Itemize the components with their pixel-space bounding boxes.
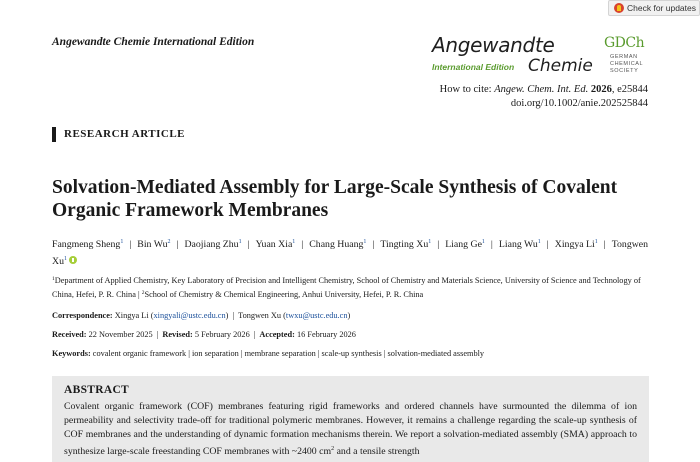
author-separator: |	[301, 239, 304, 250]
check-for-updates-badge[interactable]	[608, 0, 700, 16]
logo-international-edition: International Edition	[432, 62, 515, 72]
author-separator: |	[176, 239, 179, 250]
author-item[interactable]	[52, 239, 123, 250]
author-affiliation-number: 1	[363, 239, 367, 245]
journal-logo[interactable]	[432, 33, 662, 81]
author-name: Liang Wu	[498, 239, 538, 250]
author-affiliation-number: 1	[428, 239, 432, 245]
abstract-heading: ABSTRACT	[64, 384, 130, 396]
author-name: Yuan Xia	[255, 239, 293, 250]
affiliation-1: Department of Applied Chemistry, Key Laboratory of Precision and Intelligent Chemistry, School of Chemistry and Materials Science, University of Science and Technology of China, Hefei, P. R. China	[52, 276, 641, 299]
gdch-subtitle-line2: CHEMICAL SOCIETY	[610, 61, 644, 74]
author-name: Liang Ge	[445, 239, 482, 250]
keywords-value: covalent organic framework | ion separation | membrane separation | scale-up synthesis | solvation-mediated assembly	[92, 349, 485, 358]
revised-date: 5 February 2026	[194, 330, 250, 339]
author-separator: |	[490, 239, 493, 250]
abstract-text	[64, 400, 637, 459]
revised-label: Revised:	[162, 330, 193, 339]
check-updates-label: Check for updates	[627, 3, 696, 13]
affiliation-2-number: 2	[141, 290, 145, 296]
gdch-logo	[600, 35, 660, 75]
correspondent-1-name: Xingya Li	[114, 311, 149, 320]
affiliation-divider: |	[137, 290, 140, 299]
author-affiliation-number: 1	[292, 239, 296, 245]
author-item[interactable]	[445, 239, 485, 250]
abstract-box	[52, 376, 649, 462]
author-separator: |	[603, 239, 606, 250]
check-updates-icon	[614, 3, 624, 13]
author-name: Chang Huang	[309, 239, 364, 250]
keywords-line	[52, 348, 484, 359]
accepted-date: 16 February 2026	[296, 330, 356, 339]
author-item[interactable]	[256, 239, 296, 250]
author-separator: |	[372, 239, 375, 250]
affiliation-2: School of Chemistry & Chemical Engineering, Anhui University, Hefei, P. R. China	[144, 290, 424, 299]
cite-year: 2026	[590, 84, 612, 95]
author-name: Daojiang Zhu	[184, 239, 239, 250]
author-affiliation-number: 2	[167, 239, 171, 245]
article-title: Solvation-Mediated Assembly for Large-Scale Synthesis of Covalent Organic Framework Membranes	[52, 177, 618, 221]
gdch-subtitle	[610, 54, 660, 75]
cite-prefix: How to cite:	[439, 84, 495, 95]
author-affiliation-number: 1	[537, 239, 541, 245]
received-label: Received:	[52, 330, 87, 339]
how-to-cite	[440, 84, 648, 95]
abstract-text-tail: and a tensile strength	[334, 446, 420, 457]
keywords-label: Keywords:	[52, 349, 91, 358]
logo-angewandte: Angewandte	[432, 33, 555, 57]
author-name: Xingya Li	[554, 239, 595, 250]
author-affiliation-number: 1	[63, 256, 67, 262]
orcid-icon[interactable]	[69, 256, 77, 264]
doi-link[interactable]: doi.org/10.1002/anie.202525844	[510, 98, 648, 109]
author-name: Tongwen Xu	[52, 239, 649, 267]
correspondent-2-name: Tongwen Xu	[238, 311, 282, 320]
author-item[interactable]	[555, 239, 598, 250]
author-item[interactable]	[184, 239, 241, 250]
logo-chemie: Chemie	[528, 56, 593, 76]
correspondence-line: Correspondence: Xingya Li (xingyali@ustc.edu.cn) | Tongwen Xu (twxu@ustc.edu.cn)	[52, 311, 351, 320]
received-date: 22 November 2025	[88, 330, 153, 339]
author-name: Tingting Xu	[380, 239, 429, 250]
correspondence-label: Correspondence:	[52, 311, 113, 320]
author-name: Bin Wu	[137, 239, 168, 250]
cite-journal-abbrev: Angew. Chem. Int. Ed.	[494, 84, 589, 95]
gdch-mark: GDCh	[604, 35, 645, 51]
gdch-subtitle-line1: GERMAN	[610, 54, 638, 60]
author-separator: |	[437, 239, 440, 250]
cite-article-number: , e25844	[611, 84, 648, 95]
affiliation-1-number: 1	[52, 276, 55, 282]
article-type-label: RESEARCH ARTICLE	[52, 127, 185, 142]
journal-name: Angewandte Chemie International Edition	[52, 36, 255, 48]
author-item[interactable]	[137, 239, 170, 250]
author-affiliation-number: 1	[238, 239, 242, 245]
author-item[interactable]	[499, 239, 541, 250]
correspondent-2-email[interactable]: twxu@ustc.edu.cn	[285, 311, 348, 320]
abstract-superscript: 2	[331, 446, 335, 452]
author-separator: |	[247, 239, 250, 250]
author-list	[52, 235, 652, 269]
author-affiliation-number: 1	[594, 239, 598, 245]
accepted-label: Accepted:	[259, 330, 295, 339]
author-separator: |	[546, 239, 549, 250]
affiliations	[52, 273, 652, 301]
article-dates: Received: 22 November 2025 | Revised: 5 February 2026 | Accepted: 16 February 2026	[52, 330, 356, 339]
author-name: Fangmeng Sheng	[52, 239, 121, 250]
author-item[interactable]	[309, 239, 366, 250]
author-affiliation-number: 1	[120, 239, 124, 245]
author-affiliation-number: 1	[481, 239, 485, 245]
author-separator: |	[129, 239, 132, 250]
correspondent-1-email[interactable]: xingyali@ustc.edu.cn	[153, 311, 226, 320]
abstract-text-main: Covalent organic framework (COF) membranes featuring rigid frameworks and ordered channels have surmounted the dilemma of ion permeability and selectivity trade-off for traditional polymeric membranes. However, it remains a challenge regarding the scale-up synthesis of COF membranes and the understanding of dynamic formation mechanisms therein. We report a solvation-mediated assembly (SMA) approach to synthesize large-scale freestanding COF membranes with ~2400 cm	[64, 401, 637, 457]
author-item[interactable]	[380, 239, 431, 250]
